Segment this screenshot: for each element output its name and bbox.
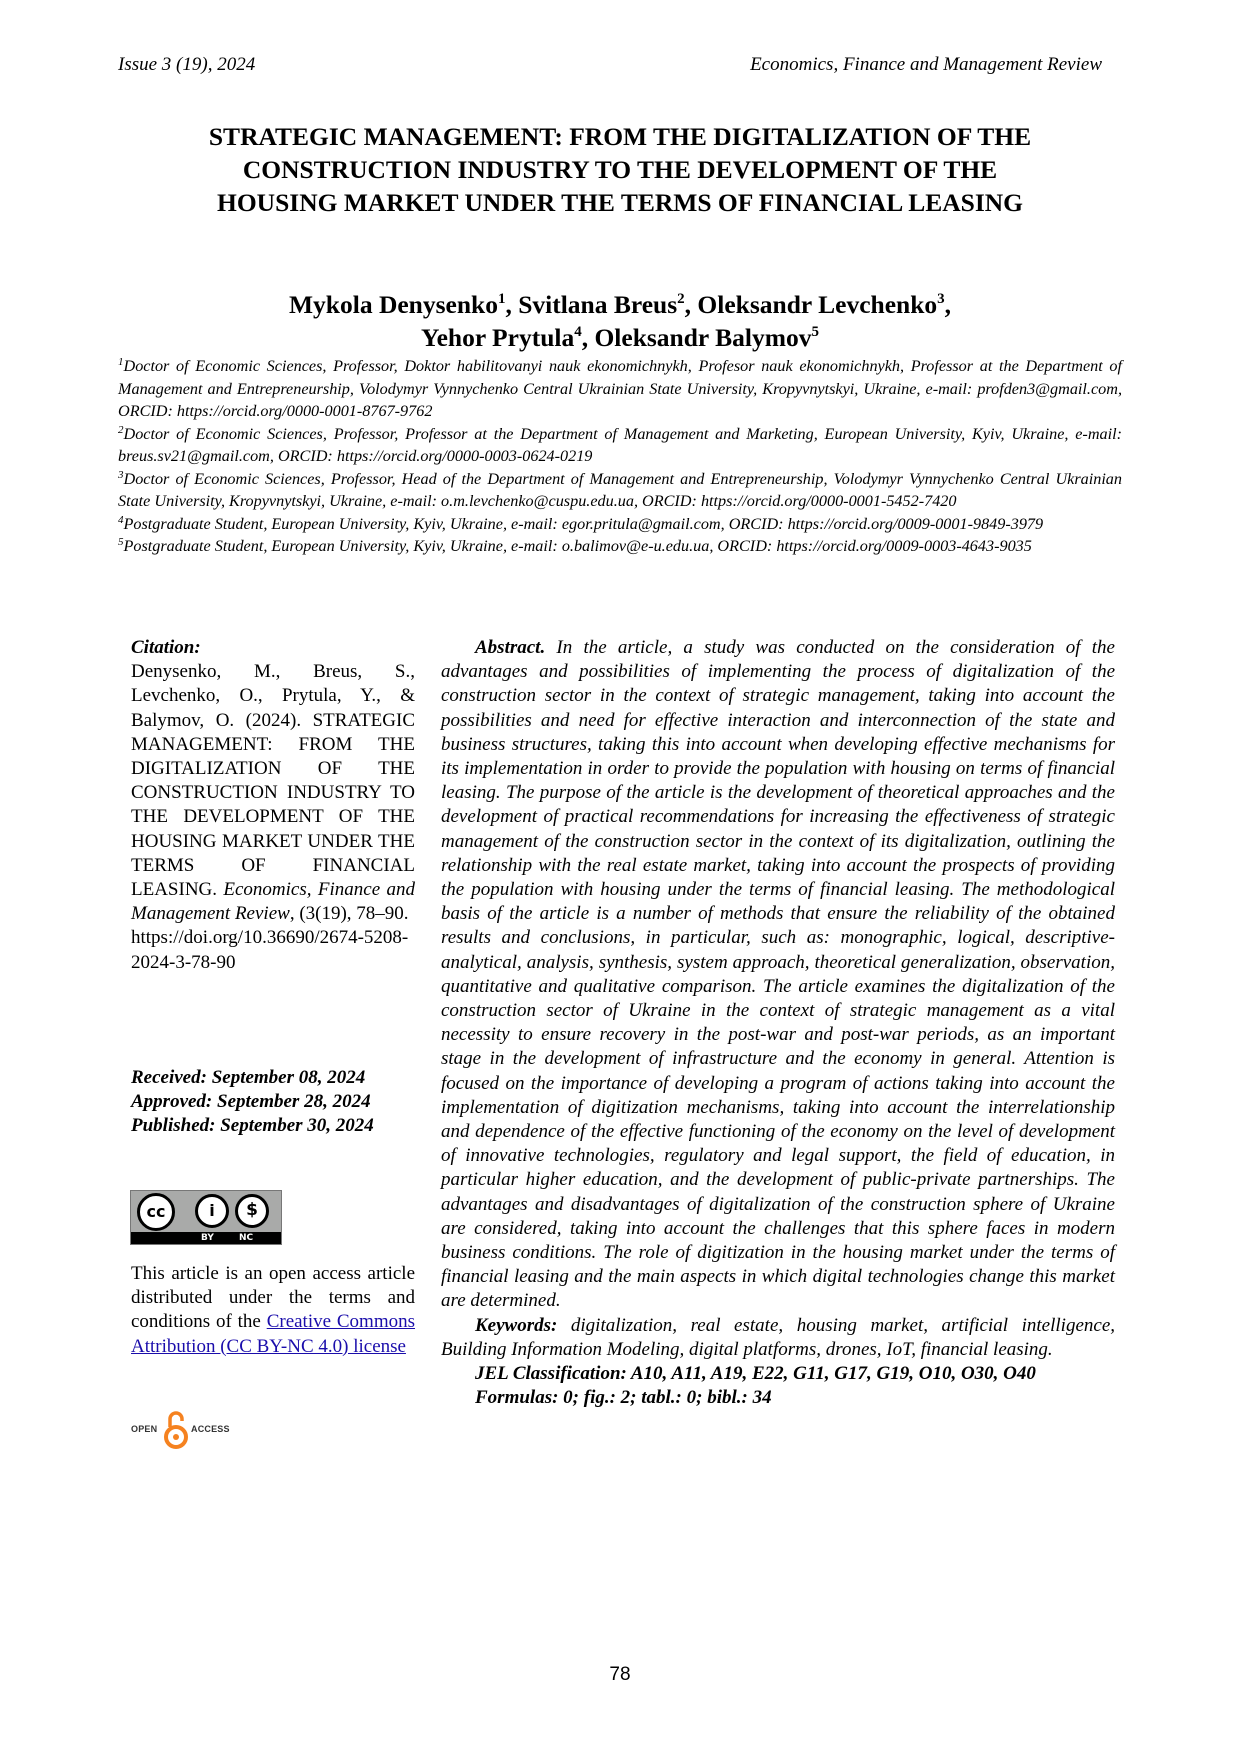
received-date: Received: September 08, 2024 [131, 1067, 366, 1088]
author-list [118, 288, 1122, 354]
author-separator: , [581, 323, 595, 352]
open-access-logo [131, 1410, 251, 1450]
cc-label-nc: NC [239, 1233, 254, 1243]
affiliation-text: Doctor of Economic Sciences, Professor, Head of the Department of Management and Entrepreneurship, Volodymyr Vynnychenko Central Ukrainian State University, Kropyvnytskyi, Ukraine, e-mail: o.m.levchenko@cuspu.edu.ua, ORCID: https://orcid.org/0000-0001-5452-7420 [118, 469, 1122, 510]
citation-journal: Economics, Finance and Management Review [131, 879, 415, 925]
author-name: Svitlana Breus [518, 290, 678, 319]
affiliation-superscript: 3 [118, 468, 124, 481]
cc-label-by: BY [201, 1233, 214, 1243]
abstract-text: In the article, a study was conducted on the consideration of the advantages and possibilities of implementing the process of digitalization of the construction sector in the context of strategic management, taking into account the possibilities and need for effective interaction and interconnection of the state and business structures, taking this into account when developing effective mechanisms for its implementation in order to provide the population with housing on terms of financial leasing. The purpose of the article is the development of theoretical approaches and the development of practical recommendations for increasing the effectiveness of strategic management of the construction sector in the context of its digitalization, outlining the relationship with the real estate market, taking into account the prospects of providing the population with housing under the terms of financial leasing. The methodological basis of the article is a number of methods that ensure the reliability of the obtained results and conclusions, in particular, such as: monographic, logical, descriptive-analytical, analysis, synthesis, system approach, theoretical generalization, observation, quantitative and qualitative comparison. The article examines the digitalization of the construction sector of Ukraine in the context of strategic management as a vital necessity to ensure recovery in the post-war and post-war periods, as an important stage in the development of infrastructure and the economy in general. Attention is focused on the importance of developing a program of actions taking into account the implementation of digitization mechanisms, taking into account the interrelationship and dependence of the effective functioning of the economy on the level of development of innovative technologies, regulatory and legal support, the field of education, in particular higher education, and the development of public-private partnerships. The advantages and disadvantages of digitalization of the construction sphere of Ukraine are considered, taking into account the challenges that this sphere faces in modern business conditions. The role of digitization in the housing market under the terms of financial leasing and the main aspects in which digital technologies change this market are determined. [441, 637, 1115, 1312]
citation-block [131, 636, 415, 975]
open-access-label-left: OPEN [131, 1424, 158, 1434]
affiliation-item [118, 468, 1122, 513]
title-line: STRATEGIC MANAGEMENT: FROM THE DIGITALIZATION OF THE [208, 122, 1032, 151]
abstract-block [441, 636, 1115, 1411]
affiliation-superscript: 2 [118, 423, 124, 436]
title-line: CONSTRUCTION INDUSTRY TO THE DEVELOPMENT OF THE [242, 155, 998, 184]
affiliations [118, 355, 1122, 558]
affiliation-text: Doctor of Economic Sciences, Professor, Professor at the Department of Management and Marketing, European University, Kyiv, Ukraine, e-mail: breus.sv21@gmail.com, ORCID: https://orcid.org/0000-0003-0624-0219 [118, 424, 1122, 465]
citation-doi: https://doi.org/10.36690/2674-5208-2024-3-78-90 [131, 927, 409, 973]
author-separator: , [684, 290, 698, 319]
author-name: Oleksandr Levchenko [697, 290, 938, 319]
noncommercial-icon: $ [235, 1194, 269, 1228]
open-lock-icon [163, 1410, 189, 1450]
open-access-label-right: ACCESS [191, 1424, 230, 1434]
author-line [118, 288, 1122, 321]
author-superscript: 5 [811, 324, 819, 340]
article-title [118, 120, 1122, 219]
jel-classification [441, 1362, 1115, 1386]
author-superscript: 2 [677, 291, 685, 307]
license-statement [131, 1262, 415, 1359]
cc-by-nc-badge-icon [130, 1190, 282, 1245]
formulas-text: Formulas: 0; fig.: 2; tabl.: 0; bibl.: 34 [475, 1387, 772, 1409]
keywords-text: digitalization, real estate, housing market, artificial intelligence, Building Information Modeling, digital platforms, drones, IoT, financial leasing. [441, 1314, 1115, 1360]
keywords-label: Keywords: [475, 1314, 558, 1336]
affiliation-superscript: 5 [118, 536, 124, 548]
keywords-paragraph [441, 1314, 1115, 1362]
license-link[interactable]: Creative Commons Attribution (CC BY-NC 4.0) license [131, 1311, 415, 1357]
affiliation-item [118, 513, 1122, 536]
author-superscript: 1 [497, 291, 506, 307]
formulas-summary [441, 1386, 1115, 1410]
author-superscript: 3 [937, 291, 945, 307]
citation-text-before: Denysenko, M., Breus, S., Levchenko, O., Prytula, Y., & Balymov, O. (2024). STRATEGIC MANAGEMENT: FROM THE DIGITALIZATION OF THE CONSTRUCTION INDUSTRY TO THE DEVELOPMENT OF THE HOUSING MARKET UNDER THE TERMS OF FINANCIAL LEASING. [131, 661, 415, 901]
abstract-label: Abstract. [475, 637, 546, 658]
journal-name: Economics, Finance and Management Review [750, 54, 1102, 75]
author-name: Mykola Denysenko [288, 290, 498, 319]
issue-label: Issue 3 (19), 2024 [118, 54, 256, 75]
affiliation-text: Postgraduate Student, European University, Kyiv, Ukraine, e-mail: egor.pritula@gmail.com, ORCID: https://orcid.org/0009-0001-9849-3979 [123, 514, 1044, 533]
affiliation-item [118, 355, 1122, 423]
cc-logo-icon: cc [137, 1193, 175, 1231]
approved-date: Approved: September 28, 2024 [131, 1091, 371, 1113]
author-separator: , [505, 290, 519, 319]
page-number: 78 [609, 1664, 631, 1685]
title-line: HOUSING MARKET UNDER THE TERMS OF FINANCIAL LEASING [217, 188, 1023, 217]
affiliation-item [118, 535, 1122, 558]
cc-badge-labels [131, 1232, 281, 1244]
citation-text-after: , (3(19), 78–90. [289, 903, 409, 925]
published-date: Published: September 30, 2024 [131, 1115, 374, 1137]
author-superscript: 4 [574, 324, 582, 340]
publication-dates [131, 1066, 421, 1139]
author-line [118, 321, 1122, 354]
author-separator: , [944, 290, 951, 319]
citation-heading: Citation: [131, 637, 201, 658]
citation-text [131, 660, 415, 926]
attribution-person-icon: i [195, 1194, 229, 1228]
affiliation-superscript: 4 [118, 513, 124, 526]
affiliation-text: Doctor of Economic Sciences, Professor, Doktor habilitovanyi nauk ekonomichnykh, Profesor nauk ekonomichnykh, Professor at the Department of Management and Entrepreneurship, Volodymyr Vynnychenko Central Ukrainian State University, Kropyvnytskyi, Ukraine, e-mail: profden3@gmail.com, ORCID: https://orcid.org/0000-0001-8767-9762 [118, 357, 1122, 420]
jel-text: JEL Classification: A10, A11, A19, E22, G11, G17, G19, O10, O30, O40 [475, 1363, 1036, 1385]
author-name: Yehor Prytula [420, 323, 575, 352]
license-text: This article is an open access article distributed under the terms and conditions of the [131, 1263, 415, 1333]
affiliation-text: Postgraduate Student, European University, Kyiv, Ukraine, e-mail: o.balimov@e-u.edu.ua, ORCID: https://orcid.org/0009-0003-4643-9035 [123, 537, 1032, 555]
affiliation-item [118, 423, 1122, 468]
affiliation-superscript: 1 [118, 356, 124, 368]
author-name: Oleksandr Balymov [594, 323, 812, 352]
abstract-paragraph [441, 636, 1115, 1314]
